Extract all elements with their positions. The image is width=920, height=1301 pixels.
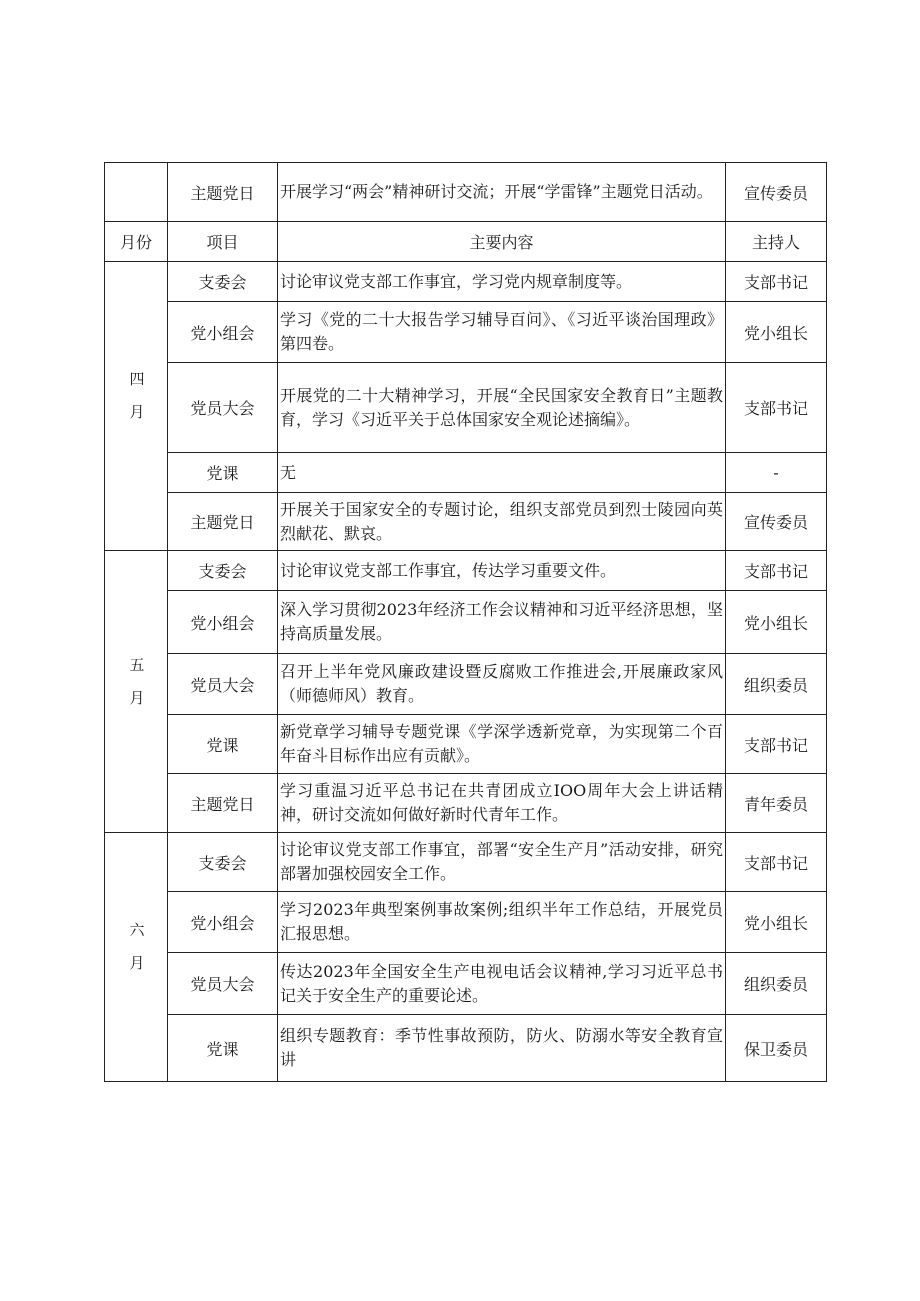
row-item: 主题党日 [168,493,278,551]
table-row [105,953,827,1015]
row-item: 党员大会 [168,363,278,453]
header-host: 主持人 [726,222,827,262]
row-content: 传达2023年全国安全生产电视电话会议精神,学习习近平总书记关于安全生产的重要论述。 [278,953,726,1015]
row-content: 开展党的二十大精神学习，开展“全民国家安全教育日”主题教育，学习《习近平关于总体国家安全观论述摘编》。 [278,363,726,453]
row-content: 组织专题教育：季节性事故预防，防火、防溺水等安全教育宣讲 [278,1015,726,1082]
table-row [105,302,827,363]
row-item: 党员大会 [168,654,278,715]
header-month: 月份 [105,222,168,262]
row-host: 支部书记 [726,551,827,591]
row-content: 开展学习“两会”精神研讨交流；开展“学雷锋”主题党日活动。 [278,163,726,222]
month-cell-april [105,262,168,551]
carryover-month-cell [105,163,168,222]
month-label: 六月 [127,922,146,988]
row-content: 学习2023年典型案例事故案例;组织半年工作总结，开展党员汇报思想。 [278,892,726,953]
row-item: 主题党日 [168,774,278,833]
row-host: 宣传委员 [726,163,827,222]
row-item: 党员大会 [168,953,278,1015]
row-host: 支部书记 [726,715,827,774]
table-row [105,591,827,654]
row-item: 党小组会 [168,892,278,953]
row-content: 召开上半年党风廉政建设暨反腐败工作推进会,开展廉政家风（师德师风）教育。 [278,654,726,715]
row-item: 支委会 [168,833,278,892]
row-content: 学习重温习近平总书记在共青团成立IOO周年大会上讲话精神，研讨交流如何做好新时代青年工作。 [278,774,726,833]
row-content: 开展关于国家安全的专题讨论，组织支部党员到烈士陵园向英烈献花、默哀。 [278,493,726,551]
row-item: 主题党日 [168,163,278,222]
row-content: 深入学习贯彻2023年经济工作会议精神和习近平经济思想，坚持高质量发展。 [278,591,726,654]
row-item: 党课 [168,1015,278,1082]
row-content: 新党章学习辅导专题党课《学深学透新党章，为实现第二个百年奋斗目标作出应有贡献》。 [278,715,726,774]
row-host: 党小组长 [726,302,827,363]
row-item: 党课 [168,715,278,774]
month-label: 五月 [127,656,146,723]
header-content: 主要内容 [278,222,726,262]
row-item: 支委会 [168,551,278,591]
table-row [105,654,827,715]
table-row [105,715,827,774]
row-host: 青年委员 [726,774,827,833]
table-header-row [105,222,827,262]
row-host: 组织委员 [726,953,827,1015]
table-row [105,493,827,551]
row-host: 支部书记 [726,262,827,302]
row-item: 党课 [168,453,278,493]
row-host: 党小组长 [726,591,827,654]
table-row [105,1015,827,1082]
row-item: 党小组会 [168,591,278,654]
month-cell-june [105,833,168,1082]
carryover-row [105,163,827,222]
month-cell-may [105,551,168,833]
row-host: 组织委员 [726,654,827,715]
table-row [105,551,827,591]
row-host: 保卫委员 [726,1015,827,1082]
party-activity-plan-table [104,162,827,1082]
row-content: 讨论审议党支部工作事宜，传达学习重要文件。 [278,551,726,591]
row-item: 党小组会 [168,302,278,363]
table-row [105,833,827,892]
table-row [105,892,827,953]
table-row [105,262,827,302]
row-host: 支部书记 [726,363,827,453]
table-row [105,363,827,453]
table-row [105,774,827,833]
row-content: 讨论审议党支部工作事宜，部署“安全生产月”活动安排，研究部署加强校园安全工作。 [278,833,726,892]
row-host: 支部书记 [726,833,827,892]
header-item: 项目 [168,222,278,262]
table-row [105,453,827,493]
row-item: 支委会 [168,262,278,302]
row-content: 讨论审议党支部工作事宜，学习党内规章制度等。 [278,262,726,302]
row-host: 宣传委员 [726,493,827,551]
row-content: 无 [278,453,726,493]
row-host: 党小组长 [726,892,827,953]
row-content: 学习《党的二十大报告学习辅导百问》、《习近平谈治国理政》第四卷。 [278,302,726,363]
month-label: 四月 [127,371,146,437]
row-host: - [726,453,827,493]
